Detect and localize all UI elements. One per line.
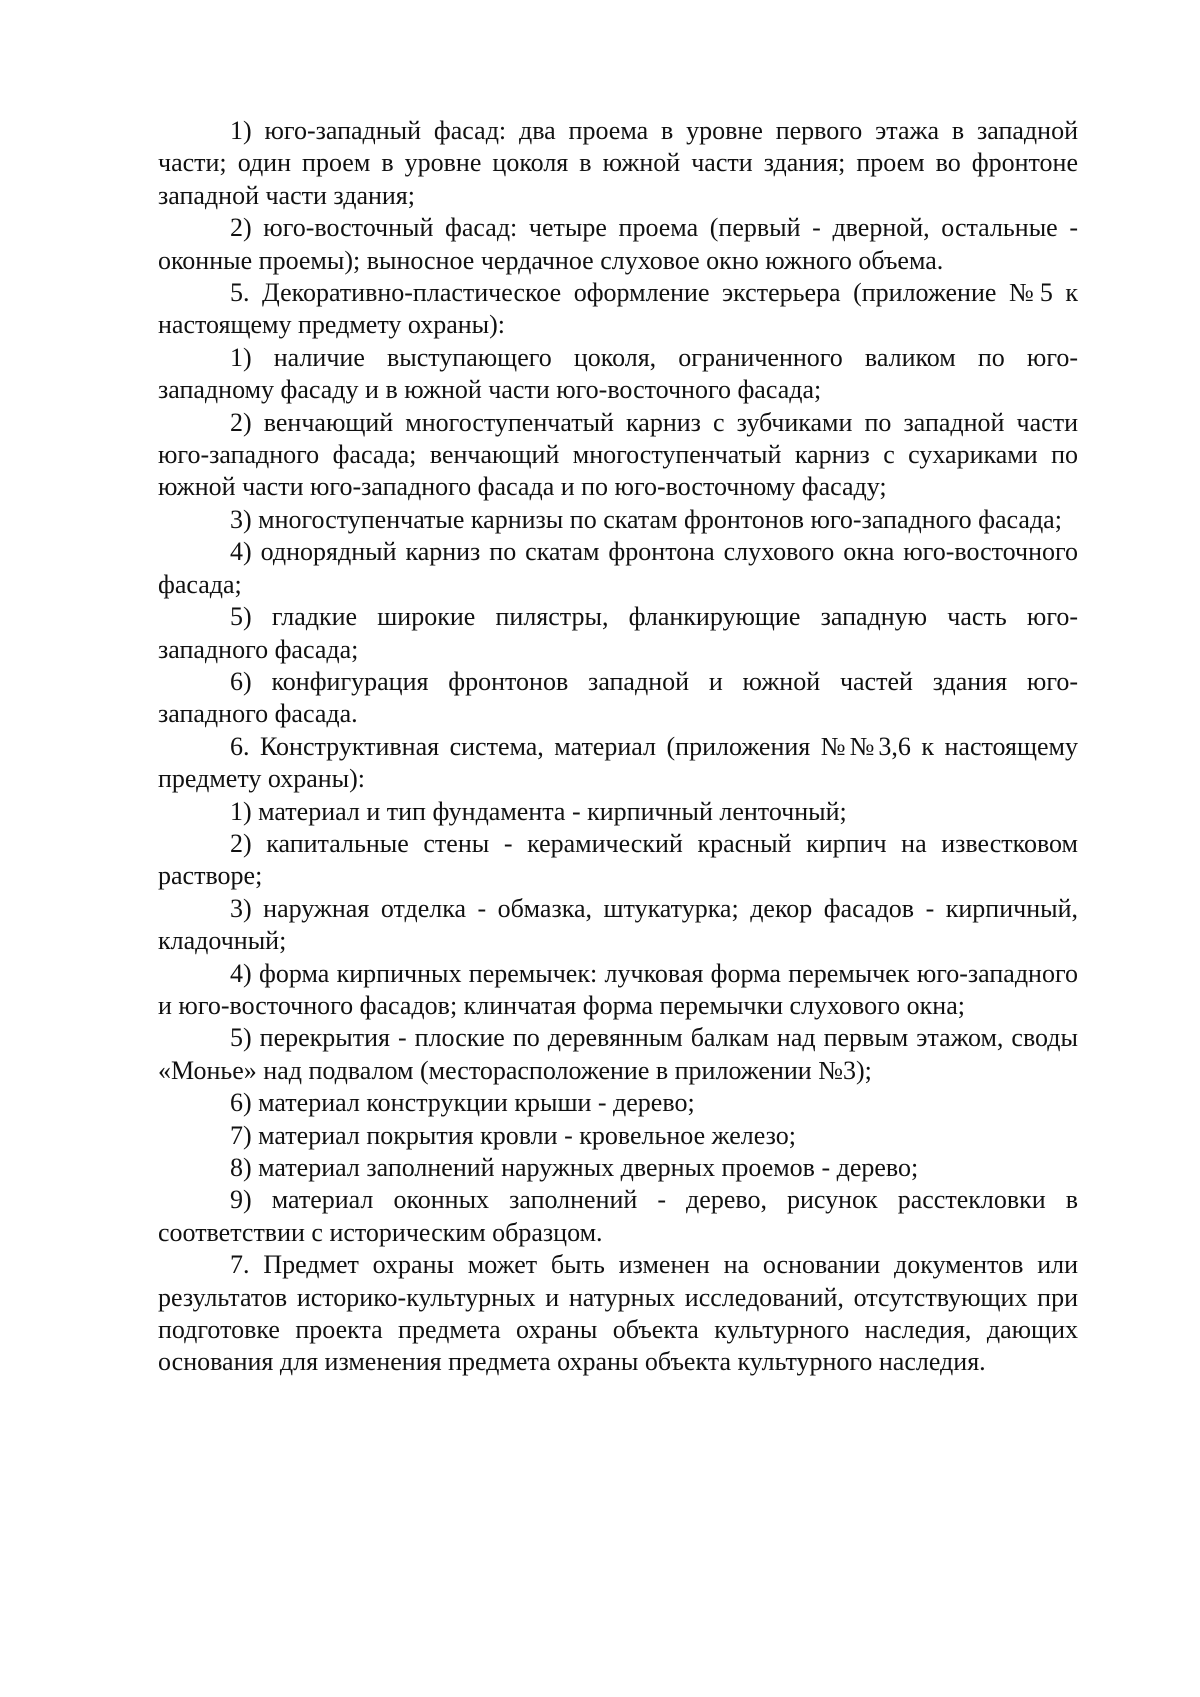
paragraph-door-fillings: 8) материал заполнений наружных дверных проемов - дерево; [230, 1153, 919, 1182]
paragraph-gable-cornices: 3) многоступенчатые карнизы по скатам фронтонов юго-западного фасада; [230, 504, 1062, 534]
paragraph-foundation: 1) материал и тип фундамента - кирпичный ленточный; [230, 796, 847, 826]
paragraph-dormer-cornice: 4) однорядный карниз по скатам фронтона слухового окна юго-восточного фасада; [158, 537, 1078, 599]
paragraph-roof-covering: 7) материал покрытия кровли - кровельное железо; [230, 1120, 796, 1150]
section-heading-structural-system: 6. Конструктивная система, материал (приложения №№3,6 к настоящему предмету охраны): [158, 731, 1078, 794]
document-body [158, 115, 1078, 1379]
section-heading-amendment: 7. Предмет охраны может быть изменен на основании документов или результатов историко-культурных и натурных исследований, отсутствующих при подготовке проекта предмета охраны объекта культурного наследия, дающих основания для изменения предмета охраны объекта культурного наследия. [158, 1250, 1078, 1377]
paragraph-pilasters: 5) гладкие широкие пилястры, фланкирующие западную часть юго-западного фасада; [158, 602, 1078, 664]
paragraph-crowning-cornice: 2) венчающий многоступенчатый карниз с зубчиками по западной части юго-западного фасада; венчающий многоступенчатый карниз с сухариками по южной части юго-западного фасада и по юго-восточному фасаду; [158, 407, 1078, 502]
paragraph-southeast-facade-openings: 2) юго-восточный фасад: четыре проема (первый - дверной, остальные - оконные проемы); выносное чердачное слуховое окно южного объема. [158, 213, 1078, 275]
section-heading-decorative-exterior: 5. Декоративно-пластическое оформление экстерьера (приложение №5 к настоящему предмету охраны): [158, 278, 1078, 340]
paragraph-roof-structure: 6) материал конструкции крыши - дерево; [230, 1088, 695, 1118]
paragraph-floors: 5) перекрытия - плоские по деревянным балкам над первым этажом, своды «Монье» над подвалом (месторасположение в приложении №3); [158, 1023, 1078, 1085]
paragraph-exterior-finish: 3) наружная отделка - обмазка, штукатурка; декор фасадов - кирпичный, кладочный; [158, 893, 1078, 956]
paragraph-lintels: 4) форма кирпичных перемычек: лучковая форма перемычек юго-западного и юго-восточного фасадов; клинчатая форма перемычки слухового окна; [158, 958, 1078, 1020]
paragraph-walls: 2) капитальные стены - керамический красный кирпич на известковом растворе; [158, 828, 1078, 891]
paragraph-gable-configuration: 6) конфигурация фронтонов западной и южной частей здания юго-западного фасада. [158, 666, 1078, 729]
paragraph-plinth: 1) наличие выступающего цоколя, ограниченного валиком по юго-западному фасаду и в южной части юго-восточного фасада; [158, 342, 1078, 405]
paragraph-southwest-facade-openings: 1) юго-западный фасад: два проема в уровне первого этажа в западной части; один проем в уровне цоколя в южной части здания; проем во фронтоне западной части здания; [158, 116, 1078, 210]
paragraph-window-fillings: 9) материал оконных заполнений - дерево, рисунок расстекловки в соответствии с историческим образцом. [158, 1185, 1078, 1247]
